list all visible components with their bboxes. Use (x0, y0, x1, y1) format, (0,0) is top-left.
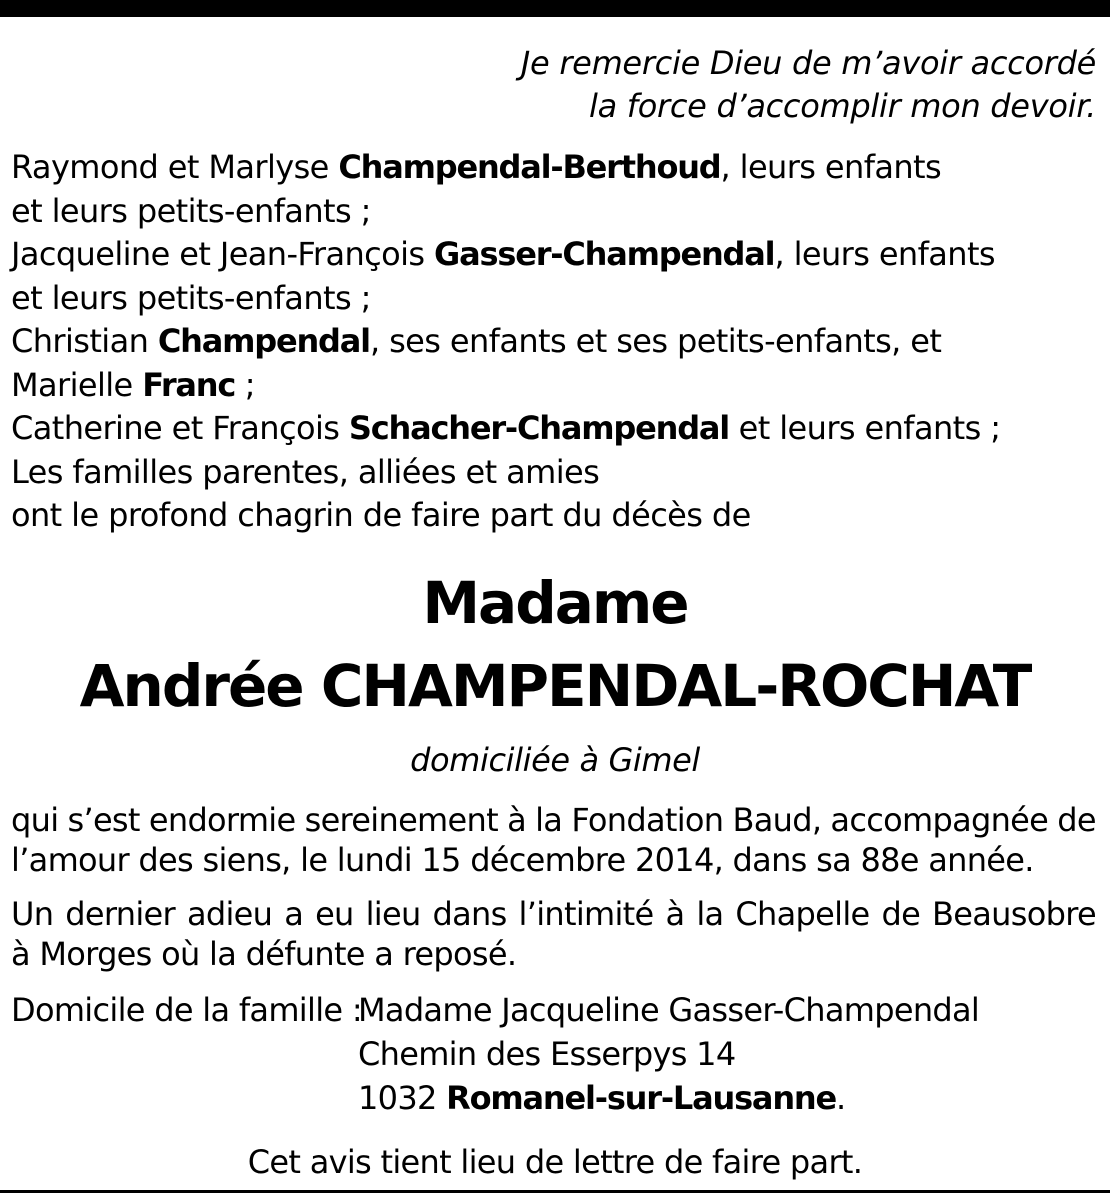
word: sereinement (304, 801, 498, 839)
epigraph-line-2: la force d’accomplir mon devoir. (589, 87, 1096, 125)
word: a (284, 895, 304, 933)
family-surname: Champendal (157, 322, 370, 360)
word: Chapelle (735, 895, 870, 933)
postal-code: 1032 (358, 1079, 447, 1117)
family-text: Christian (11, 322, 158, 360)
word: dans (432, 895, 507, 933)
deceased-name: Andrée CHAMPENDAL-ROCHAT (79, 652, 1031, 720)
family-text: Marielle (11, 365, 143, 404)
family-text: et leurs enfants ; (729, 409, 1001, 447)
word: s’est (67, 801, 140, 839)
epigraph-line-1: Je remercie Dieu de m’avoir accordé (520, 44, 1096, 82)
deceased-title: Madame (422, 569, 688, 637)
address-line: Chemin des Esserpys 14 (358, 1035, 736, 1073)
family-line (11, 320, 1000, 364)
word: Baud, (732, 801, 822, 839)
word: qui (11, 801, 59, 839)
word: de (881, 895, 921, 933)
epigraph (521, 42, 1096, 128)
family-text: Raymond et Marlyse (11, 148, 339, 186)
family-line (11, 146, 1000, 190)
family-text: ; (235, 365, 255, 404)
word: à (507, 801, 526, 839)
word: Beausobre (932, 895, 1096, 933)
word: l’intimité (518, 895, 654, 933)
word: de (1057, 801, 1096, 839)
word: accompagnée (830, 801, 1049, 839)
closing-note: Cet avis tient lieu de lettre de faire part. (247, 1143, 863, 1181)
address-city: Romanel-sur-Lausanne (446, 1079, 836, 1117)
address-period: . (836, 1079, 846, 1117)
family-text: Catherine et François (11, 409, 349, 447)
family-surname: Gasser-Champendal (434, 235, 775, 273)
word: la (535, 801, 563, 839)
domicile-address (358, 988, 979, 1120)
family-line (11, 233, 1000, 277)
top-border-rule (0, 0, 1110, 17)
family-line (11, 364, 1000, 408)
deceased-residence: domiciliée à Gimel (410, 741, 700, 779)
family-line: Les familles parentes, alliées et amies (11, 452, 600, 491)
family-line: et leurs petits-enfants ; (11, 191, 371, 230)
family-text: , leurs enfants (720, 148, 942, 186)
domicile-label: Domicile de la famille : (11, 991, 362, 1029)
justified-line (11, 800, 1096, 840)
family-surname: Champendal-Berthoud (338, 148, 721, 186)
paragraph-line: à Morges où la défunte a reposé. (11, 935, 517, 973)
address-line: Madame Jacqueline Gasser-Champendal (358, 991, 980, 1029)
word: adieu (186, 895, 273, 933)
word: endormie (148, 801, 296, 839)
family-text: , leurs enfants (774, 235, 995, 273)
family-line: ont le profond chagrin de faire part du décès de (11, 496, 751, 534)
death-paragraph (11, 800, 1096, 880)
word: Un (11, 895, 54, 933)
family-announcement (11, 146, 1000, 538)
paragraph-line: l’amour des siens, le lundi 15 décembre 2014, dans sa 88e année. (11, 841, 1034, 879)
word: lieu (365, 895, 421, 933)
word: eu (315, 895, 354, 933)
address-line (358, 1076, 979, 1120)
family-line: et leurs petits-enfants ; (11, 278, 371, 317)
family-text: , ses enfants et ses petits-enfants, et (369, 322, 942, 360)
word: dernier (65, 895, 175, 933)
bottom-border-rule (0, 1190, 1110, 1193)
farewell-paragraph (11, 894, 1096, 974)
family-text: Jacqueline et Jean-François (11, 235, 435, 273)
word: Fondation (571, 801, 724, 839)
word: à (665, 895, 685, 933)
family-surname: Schacher-Champendal (348, 409, 730, 447)
justified-line (11, 894, 1096, 934)
word: la (696, 895, 724, 933)
family-line (11, 407, 1000, 451)
family-surname: Franc (142, 365, 236, 404)
